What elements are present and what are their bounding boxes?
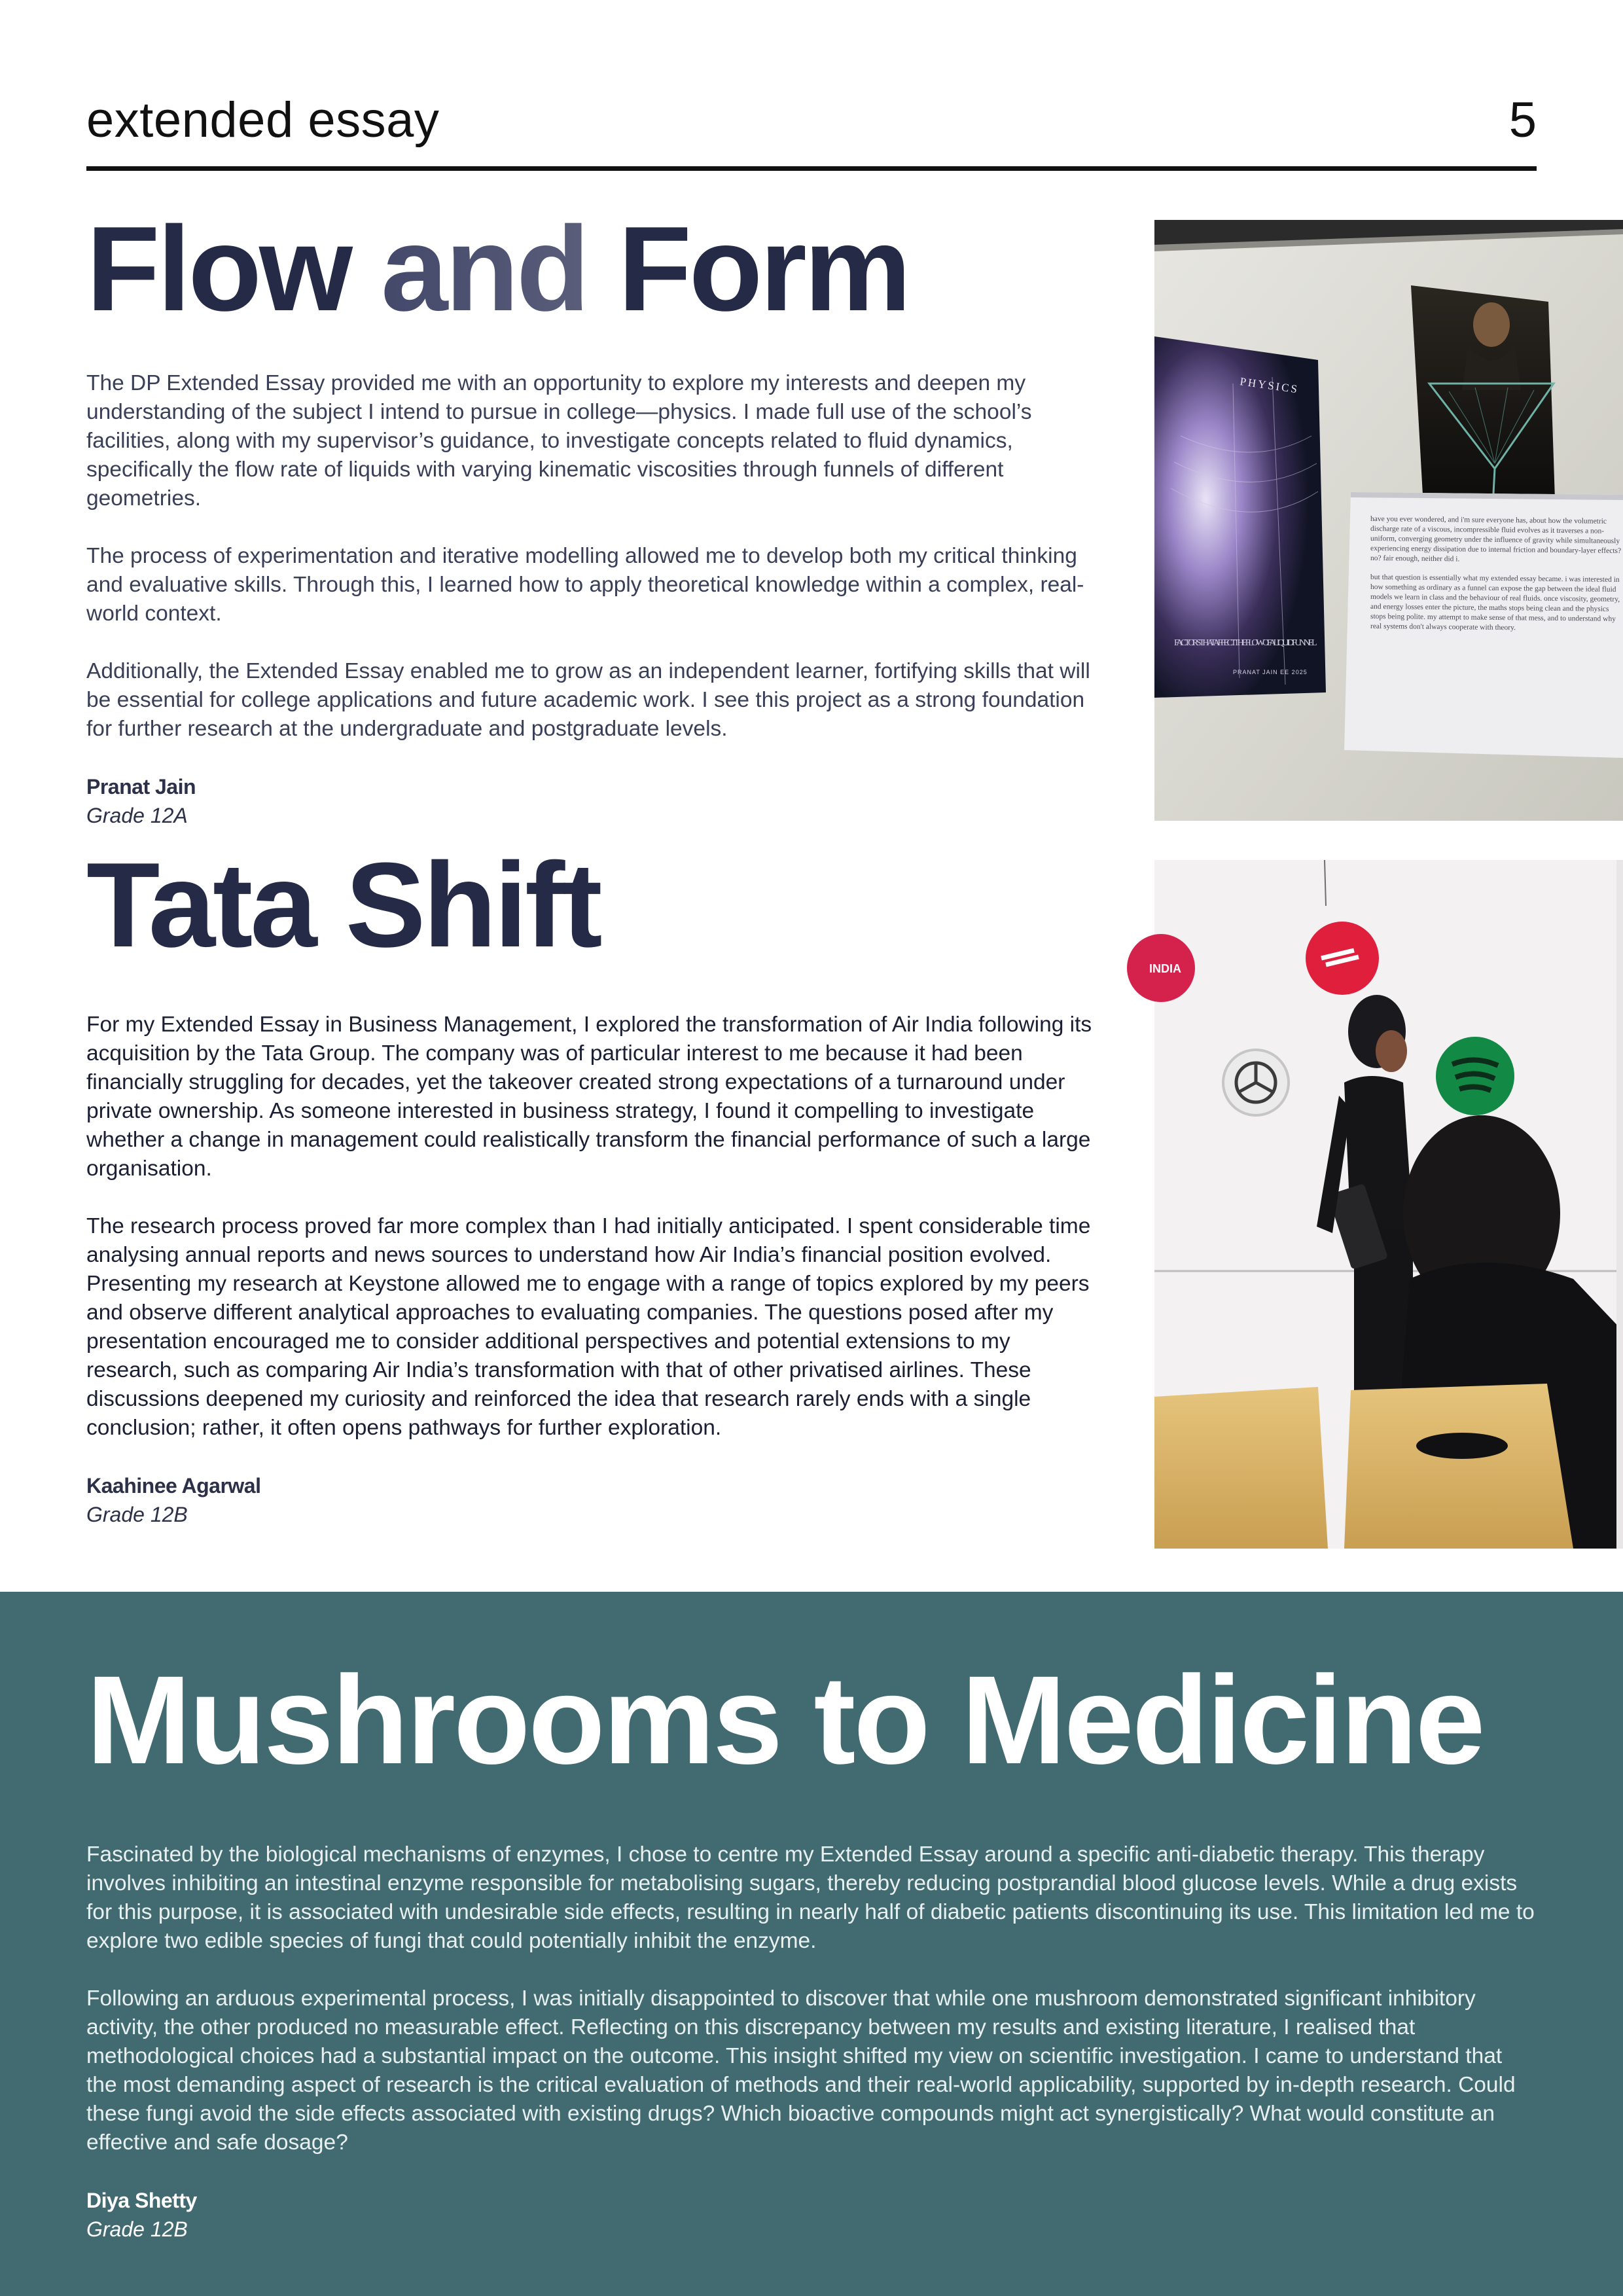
author-name: Pranat Jain <box>86 775 196 798</box>
paragraph: The process of experimentation and iterative modelling allowed me to develop both my critical thinking and evaluative skills. Through this, I learned how to apply theoretical knowledge within a complex, real-world context. <box>86 544 1084 626</box>
paragraph: Additionally, the Extended Essay enabled me to grow as an independent learner, fortifying skills that will be essential for college applications and future academic work. I see this project as a strong foundation for further research at the undergraduate and postgraduate levels. <box>86 659 1090 741</box>
page-number: 5 <box>1508 92 1537 148</box>
poster-label: PHYSICS <box>1239 375 1300 396</box>
article-flow-and-form <box>86 201 1099 830</box>
title-word: Flow <box>86 201 351 336</box>
sign-paragraph: have you ever wondered, and i'm sure everyone has, about how the volumetric discharge rate of a viscous, incompressible fluid evolves as it traverses a non-uniform, converging geometry under the influence of gravity while simultaneously experiencing energy dissipation due to internal friction and boundary-layer effects? no? fair enough, neither did i. <box>1370 514 1622 564</box>
paragraph: For my Extended Essay in Business Management, I explored the transformation of Air India following its acquisition by the Tata Group. The company was of particular interest to me because it had been financially struggling for decades, yet the takeover created strong expectations of a turnaround under private ownership. As someone interested in business strategy, I found it compelling to investigate whether a change in management could realistically transform the financial performance of such a large organisation. <box>86 1013 1092 1181</box>
author-name: Kaahinee Agarwal <box>86 1474 261 1498</box>
author-name: Diya Shetty <box>86 2189 197 2212</box>
logo-text: INDIA <box>1149 962 1181 975</box>
author-grade: Grade 12A <box>86 804 188 827</box>
photo-physics-poster <box>1154 220 1623 821</box>
title-word: and <box>381 201 588 336</box>
poster-caption: FACTORS THAT AFFECT THE FLOW OF A LIQUID FUNNEL <box>1174 638 1319 648</box>
article-title <box>86 201 1099 336</box>
publication-title: extended essay <box>86 92 440 148</box>
page-header <box>86 92 1537 170</box>
author-grade: Grade 12B <box>86 1503 188 1526</box>
paragraph: Following an arduous experimental process, I was initially disappointed to discover that while one mushroom demonstrated significant inhibitory activity, the other produced no measurable effect. Reflecting on this discrepancy between my results and existing literature, I realised that methodological choices had a substantial impact on the outcome. This insight shifted my view on scientific investigation. I came to understand that the most demanding aspect of research is the critical evaluation of methods and their real-world applicability, supported by in-depth research. Could these fungi avoid the side effects associated with existing drugs? Which bioactive compounds might act synergistically? What would constitute an effective and safe dosage? <box>86 1986 1516 2155</box>
photo-presentation <box>1149 860 1623 1549</box>
paragraph: The research process proved far more complex than I had initially anticipated. I spent considerable time analysing annual reports and news sources to understand how Air India’s financial position evolved. Presenting my research at Keystone allowed me to engage with a range of topics explored by my peers and observe different analytical approaches to evaluating companies. The questions posed after my presentation encouraged me to consider additional perspectives and potential extensions to my research, such as comparing Air India’s transformation with that of other privatised airlines. These discussions deepened my curiosity and reinforced the idea that research rarely ends with a single conclusion; rather, it often opens pathways for further exploration. <box>86 1214 1091 1440</box>
article-mushrooms-to-medicine <box>86 1649 1537 2244</box>
article-body <box>86 1840 1537 2157</box>
poster-author: PRANAT JAIN EE 2025 <box>1233 669 1308 675</box>
author-grade: Grade 12B <box>86 2217 188 2241</box>
article-tata-shift <box>86 837 1099 1529</box>
title-word: Form <box>618 201 909 336</box>
article-body <box>86 1011 1099 1443</box>
paragraph: The DP Extended Essay provided me with an opportunity to explore my interests and deepen my understanding of the subject I intend to pursue in college—physics. I made full use of the school’s facilities, along with my supervisor’s guidance, to investigate concepts related to fluid dynamics, specifically the flow rate of liquids with varying kinematic viscosities through funnels of different geometries. <box>86 371 1032 511</box>
article-body <box>86 369 1099 744</box>
article-title: Mushrooms to Medicine <box>86 1649 1484 1790</box>
sign-paragraph: but that question is essentially what my extended essay became. i was interested in how something as ordinary as a funnel can expose the gap between the ideal fluid models we learn in class and the behaviour of real fluids. once viscosity, geometry, and energy losses enter the picture, the maths stops being clean and the physics stops being polite. my attempt to make sense of that mess, and to understand why real systems don't always cooperate with theory. <box>1370 573 1620 632</box>
article-title: Tata Shift <box>86 837 600 972</box>
paragraph: Fascinated by the biological mechanisms of enzymes, I chose to centre my Extended Essay around a specific anti-diabetic therapy. This therapy involves inhibiting an intestinal enzyme responsible for metabolising sugars, thereby reducing postprandial blood glucose levels. While a drug exists for this purpose, it is associated with undesirable side effects, resulting in nearly half of diabetic patients discontinuing its use. This limitation led me to explore two edible species of fungi that could potentially inhibit the enzyme. <box>86 1842 1535 1953</box>
header-divider <box>86 166 1537 171</box>
